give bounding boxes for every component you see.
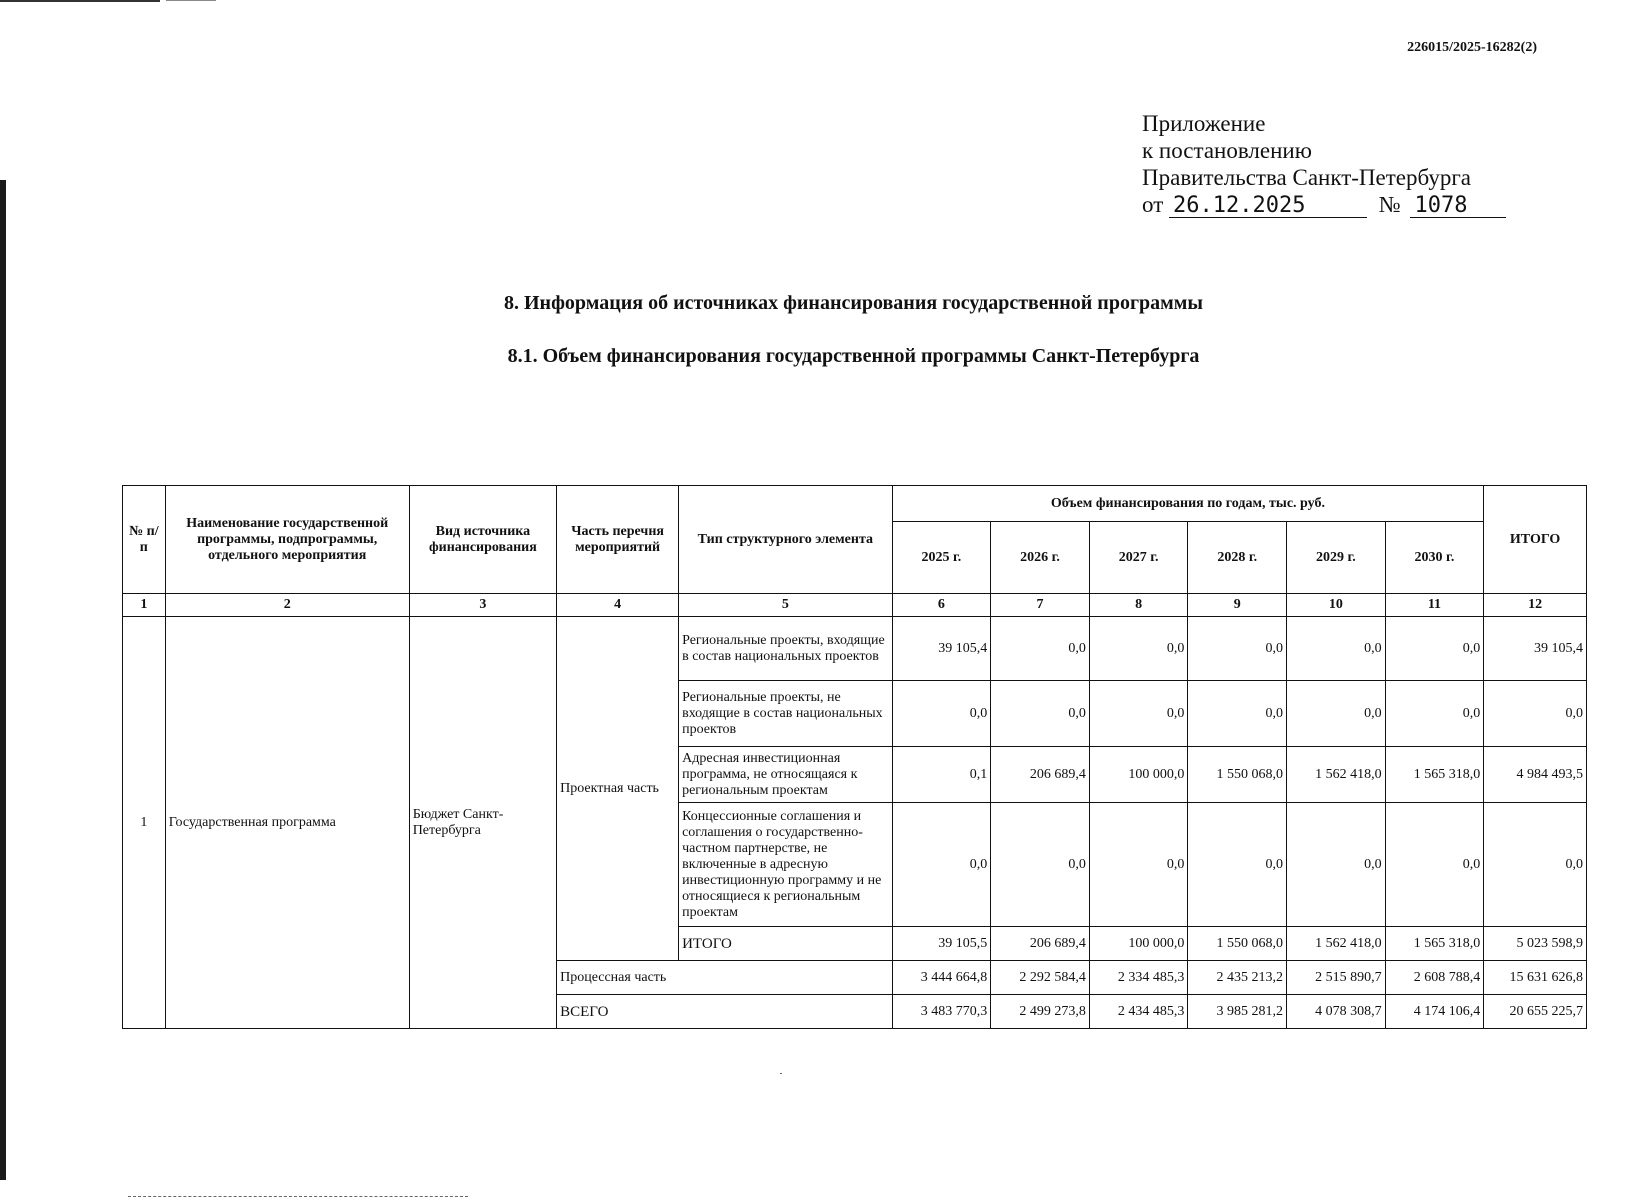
header-year: 2030 г. [1385, 522, 1484, 594]
value-cell: 0,0 [892, 681, 991, 747]
value-cell: 1 550 068,0 [1188, 927, 1287, 961]
value-cell: 0,0 [1188, 617, 1287, 681]
header-name: Наименование государственной программы, подпрограммы, отдельного мероприятия [165, 486, 409, 594]
column-number: 6 [892, 594, 991, 617]
value-cell: 2 515 890,7 [1287, 961, 1386, 995]
value-cell: 0,0 [1089, 617, 1188, 681]
appendix-date-line [1142, 191, 1506, 218]
scan-edge [0, 180, 6, 1180]
number-label: № [1378, 192, 1401, 217]
header-year: 2026 г. [991, 522, 1090, 594]
value-cell: 2 435 213,2 [1188, 961, 1287, 995]
appendix-block [1142, 110, 1506, 218]
total-cell: 39 105,4 [1484, 617, 1587, 681]
total-cell: 5 023 598,9 [1484, 927, 1587, 961]
document-number: 226015/2025-16282(2) [1407, 40, 1537, 55]
column-number: 5 [679, 594, 893, 617]
header-volume: Объем финансирования по годам, тыс. руб. [892, 486, 1484, 522]
appendix-line: Приложение [1142, 111, 1266, 136]
value-cell: 39 105,4 [892, 617, 991, 681]
structural-element-type: Адресная инвестиционная программа, не относящаяся к региональным проектам [679, 747, 893, 803]
scan-artifact [166, 0, 216, 1]
value-cell: 39 105,5 [892, 927, 991, 961]
section-heading: 8. Информация об источниках финансирования государственной программы [503, 292, 1204, 314]
total-cell: 15 631 626,8 [1484, 961, 1587, 995]
total-cell: 0,0 [1484, 681, 1587, 747]
value-cell: 206 689,4 [991, 927, 1090, 961]
value-cell: 0,0 [1089, 803, 1188, 927]
scan-artifact [0, 0, 160, 2]
header-year: 2029 г. [1287, 522, 1386, 594]
header-part: Часть перечня мероприятий [557, 486, 679, 594]
value-cell: 0,0 [1385, 617, 1484, 681]
value-cell: 1 565 318,0 [1385, 747, 1484, 803]
header-year: 2027 г. [1089, 522, 1188, 594]
value-cell: 206 689,4 [991, 747, 1090, 803]
value-cell: 0,1 [892, 747, 991, 803]
grand-total-label: ВСЕГО [557, 995, 893, 1029]
column-number: 12 [1484, 594, 1587, 617]
column-number: 2 [165, 594, 409, 617]
column-number: 11 [1385, 594, 1484, 617]
value-cell: 2 434 485,3 [1089, 995, 1188, 1029]
header-total: ИТОГО [1484, 486, 1587, 594]
value-cell: 0,0 [1287, 803, 1386, 927]
value-cell: 0,0 [1089, 681, 1188, 747]
header-year: 2025 г. [892, 522, 991, 594]
header-source: Вид источника финансирования [409, 486, 556, 594]
scan-speck [780, 1073, 782, 1074]
value-cell: 4 078 308,7 [1287, 995, 1386, 1029]
value-cell: 100 000,0 [1089, 747, 1188, 803]
program-name: Государственная программа [165, 617, 409, 1029]
value-cell: 1 562 418,0 [1287, 747, 1386, 803]
funding-source: Бюджет Санкт-Петербурга [409, 617, 556, 1029]
value-cell: 0,0 [1385, 681, 1484, 747]
value-cell: 3 483 770,3 [892, 995, 991, 1029]
appendix-line: Правительства Санкт-Петербурга [1142, 165, 1471, 190]
value-cell: 2 292 584,4 [991, 961, 1090, 995]
value-cell: 1 550 068,0 [1188, 747, 1287, 803]
subsection-heading: 8.1. Объем финансирования государственной программы Санкт-Петербурга [507, 345, 1200, 367]
column-number-row [123, 594, 1587, 617]
column-number: 4 [557, 594, 679, 617]
value-cell: 4 174 106,4 [1385, 995, 1484, 1029]
header-type: Тип структурного элемента [679, 486, 893, 594]
value-cell: 0,0 [1385, 803, 1484, 927]
column-number: 8 [1089, 594, 1188, 617]
structural-element-type: Региональные проекты, не входящие в состав национальных проектов [679, 681, 893, 747]
financing-table [122, 485, 1587, 1029]
total-cell: 0,0 [1484, 803, 1587, 927]
table-row [123, 617, 1587, 681]
project-part: Проектная часть [557, 617, 679, 961]
value-cell: 2 334 485,3 [1089, 961, 1188, 995]
appendix-line: к постановлению [1142, 138, 1312, 163]
scan-artifact [128, 1196, 468, 1198]
value-cell: 1 565 318,0 [1385, 927, 1484, 961]
value-cell: 0,0 [1188, 681, 1287, 747]
value-cell: 1 562 418,0 [1287, 927, 1386, 961]
value-cell: 2 499 273,8 [991, 995, 1090, 1029]
structural-element-type: Концессионные соглашения и соглашения о государственно-частном партнерстве, не включенные в адресную инвестиционную программу и не относящиеся к региональным проектам [679, 803, 893, 927]
column-number: 9 [1188, 594, 1287, 617]
value-cell: 0,0 [1188, 803, 1287, 927]
value-cell: 3 985 281,2 [1188, 995, 1287, 1029]
header-no: № п/п [123, 486, 166, 594]
project-subtotal-label: ИТОГО [679, 927, 893, 961]
value-cell: 2 608 788,4 [1385, 961, 1484, 995]
structural-element-type: Региональные проекты, входящие в состав национальных проектов [679, 617, 893, 681]
value-cell: 0,0 [892, 803, 991, 927]
column-number: 7 [991, 594, 1090, 617]
resolution-number: 1078 [1410, 195, 1506, 218]
column-number: 3 [409, 594, 556, 617]
header-year: 2028 г. [1188, 522, 1287, 594]
value-cell: 0,0 [1287, 681, 1386, 747]
value-cell: 0,0 [1287, 617, 1386, 681]
value-cell: 0,0 [991, 681, 1090, 747]
column-number: 10 [1287, 594, 1386, 617]
value-cell: 0,0 [991, 617, 1090, 681]
value-cell: 0,0 [991, 803, 1090, 927]
column-number: 1 [123, 594, 166, 617]
value-cell: 100 000,0 [1089, 927, 1188, 961]
total-cell: 20 655 225,7 [1484, 995, 1587, 1029]
resolution-date: 26.12.2025 [1169, 195, 1367, 218]
value-cell: 3 444 664,8 [892, 961, 991, 995]
row-number: 1 [123, 617, 166, 1029]
from-label: от [1142, 192, 1164, 217]
process-part-label: Процессная часть [557, 961, 893, 995]
total-cell: 4 984 493,5 [1484, 747, 1587, 803]
